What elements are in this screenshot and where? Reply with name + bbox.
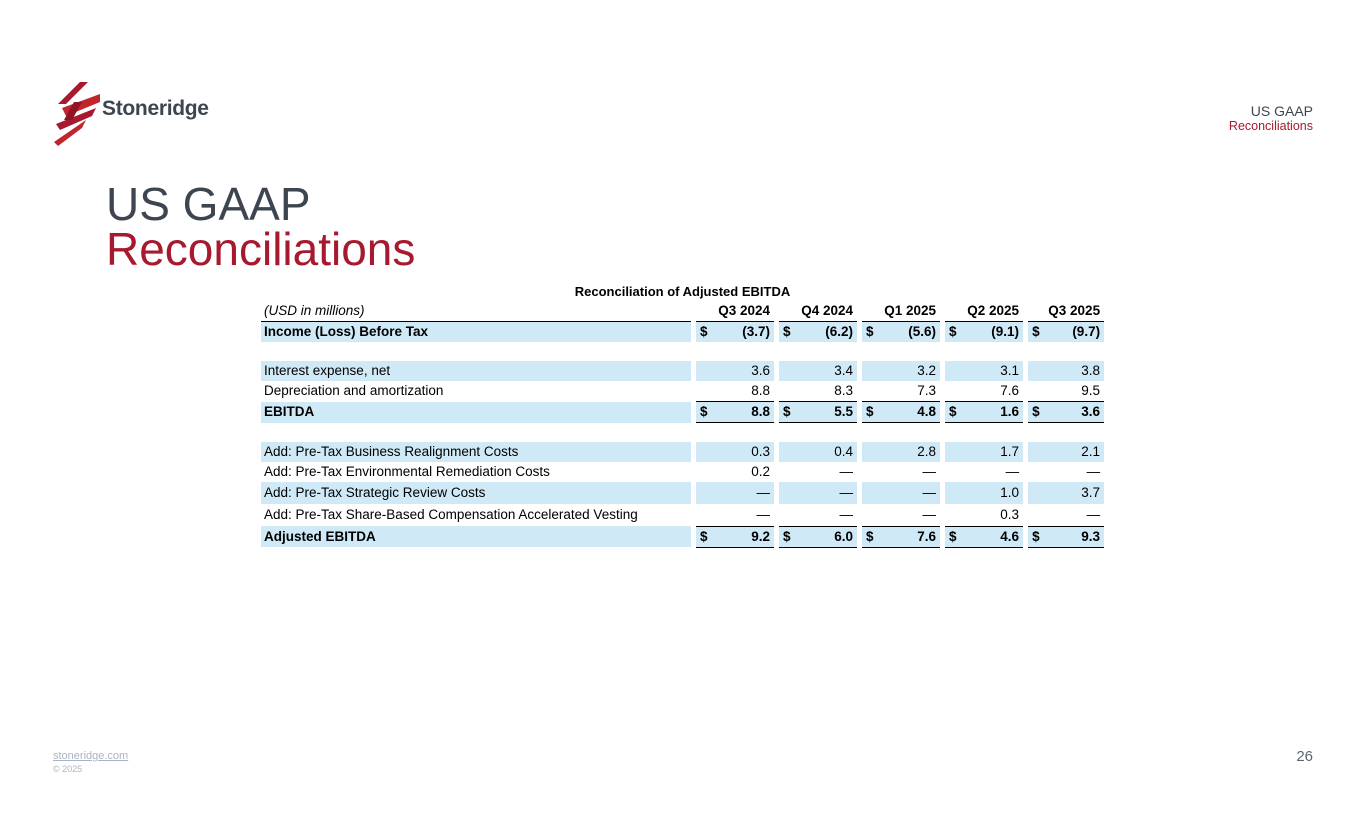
currency-sign: $ [945,322,961,343]
currency-sign: $ [779,322,795,343]
reconciliation-table [261,283,1104,548]
cell-value: 7.3 [878,381,940,402]
currency-sign: $ [945,402,961,423]
currency-sign: $ [945,526,961,547]
cell-value: — [1086,464,1101,479]
table-row [261,381,1104,402]
column-header: Q1 2025 [862,301,940,322]
cell-value: 2.1 [1044,442,1104,462]
cell-value: — [1005,464,1020,479]
stoneridge-logo [52,80,212,148]
spacer-row [261,342,1104,361]
page-number: 26 [1296,748,1313,765]
cell-value: 3.7 [1044,482,1104,504]
cell-value: 3.4 [795,361,857,381]
currency-sign: $ [779,526,795,547]
cell-value: 8.8 [712,402,774,423]
currency-sign: $ [862,526,878,547]
cell-value: 3.1 [961,361,1023,381]
cell-value: — [878,482,940,504]
cell-value: — [712,504,774,526]
row-label: Income (Loss) Before Tax [261,322,691,343]
cell-value: 1.6 [961,402,1023,423]
row-label: Add: Pre-Tax Environmental Remediation Costs [264,464,550,479]
cell-value: 4.6 [961,526,1023,547]
cell-value: 6.0 [795,526,857,547]
row-label: Interest expense, net [261,361,691,381]
cell-value: — [878,504,940,526]
currency-sign: $ [862,402,878,423]
subsection-label: Reconciliations [1228,119,1313,133]
row-label: Adjusted EBITDA [261,526,691,547]
cell-value: 1.0 [961,482,1023,504]
ebitda-table [261,301,1104,548]
website-link[interactable]: stoneridge.com [53,750,129,762]
cell-value: — [1044,504,1104,526]
cell-value: (3.7) [712,322,774,343]
currency-sign: $ [696,526,712,547]
currency-sign: $ [779,402,795,423]
currency-sign: $ [1028,402,1044,423]
cell-value: (9.7) [1044,322,1104,343]
cell-value: 0.2 [751,464,771,479]
cell-value: (6.2) [795,322,857,343]
cell-value: 3.6 [712,361,774,381]
cell-value: 0.3 [961,504,1023,526]
spacer-row [261,423,1104,443]
page-title-line2: Reconciliations [106,223,416,275]
cell-value: 8.3 [795,381,857,402]
section-label: US GAAP [1250,103,1313,119]
cell-value: 8.8 [712,381,774,402]
table-header-row [261,301,1104,322]
unit-label: (USD in millions) [261,301,691,322]
cell-value: 9.3 [1044,526,1104,547]
cell-value: (9.1) [961,322,1023,343]
column-header: Q3 2024 [696,301,774,322]
cell-value: 9.5 [1044,381,1104,402]
logo-wordmark: Stoneridge [102,97,209,120]
cell-value: 9.2 [712,526,774,547]
cell-value: 0.3 [712,442,774,462]
table-row [261,504,1104,526]
table-row [261,361,1104,381]
page-title [106,178,416,275]
currency-sign: $ [696,322,712,343]
cell-value: 2.8 [878,442,940,462]
stoneridge-logo-icon [52,80,102,148]
cell-value: 7.6 [878,526,940,547]
table-row [261,526,1104,547]
footer [53,750,128,774]
cell-value: — [712,482,774,504]
currency-sign: $ [1028,322,1044,343]
column-header: Q2 2025 [945,301,1023,322]
row-label: EBITDA [261,402,691,423]
cell-value: 5.5 [795,402,857,423]
cell-value: 4.8 [878,402,940,423]
row-label: Depreciation and amortization [264,383,444,399]
currency-sign: $ [862,322,878,343]
cell-value: — [795,482,857,504]
cell-value: (5.6) [878,322,940,343]
section-breadcrumb [1229,104,1313,134]
cell-value: — [922,464,937,479]
row-label: Add: Pre-Tax Business Realignment Costs [261,442,691,462]
cell-value: — [795,504,857,526]
table-row [261,482,1104,504]
cell-value: 3.2 [878,361,940,381]
page-title-line1: US GAAP [106,178,311,230]
currency-sign: $ [1028,526,1044,547]
row-label: Add: Pre-Tax Strategic Review Costs [261,482,691,504]
cell-value: 3.6 [1044,402,1104,423]
row-label: Add: Pre-Tax Share-Based Compensation Accelerated Vesting [264,507,638,522]
copyright: © 2025 [53,764,83,774]
column-header: Q4 2024 [779,301,857,322]
cell-value: 1.7 [961,442,1023,462]
cell-value: 3.8 [1044,361,1104,381]
column-header: Q3 2025 [1028,301,1104,322]
table-title: Reconciliation of Adjusted EBITDA [574,284,791,299]
table-row [261,442,1104,462]
table-row [261,322,1104,343]
table-row [261,462,1104,482]
cell-value: 7.6 [961,381,1023,402]
cell-value: 0.4 [795,442,857,462]
table-row [261,402,1104,423]
cell-value: — [839,464,854,479]
currency-sign: $ [696,402,712,423]
